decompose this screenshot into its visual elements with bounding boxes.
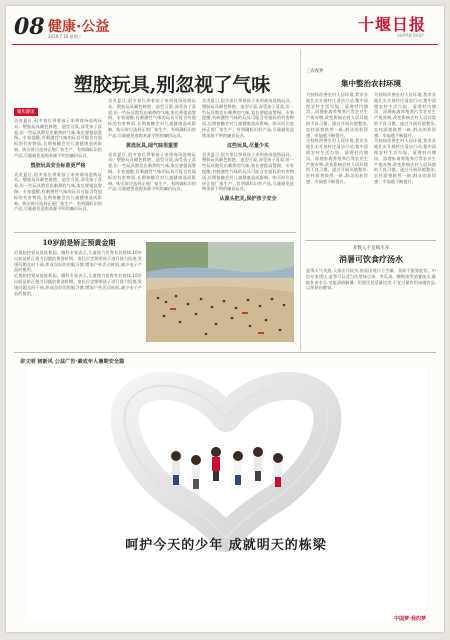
issue-meta: 2019.7.16 星期二	[48, 34, 82, 39]
right-article-1-body: 为持续改善农村人居环境,我市各地扎实开展村庄清洁行动,集中清理农村生活垃圾、清理村内塘沟、清理畜禽养殖粪污等农业生产废弃物,改变影响农村人居环境的不良习惯。通过开展环境整治,农村面貌焕然一新,群众的获得感、幸福感不断提升。	[374, 138, 436, 184]
lead-article-body: 炎炎夏日,很多家长带着孩子来到商场选购玩具。塑胶玩具颜色鲜艳、造型可爱,深受孩子喜爱,但一些玩具散发出刺鼻的气味,家长要提高警惕。专家提醒,有刺激性气味的玩具可能含有超标的有害物质,长期接触会对儿童健康造成影响。购买时应选择正规厂家生产、有明确标识的产品,尽量避免选购来源不明的廉价玩具。	[14, 118, 102, 158]
header-rule	[12, 44, 438, 45]
second-article-body-wrap	[14, 250, 142, 296]
public-service-ad	[26, 368, 426, 618]
column-divider	[300, 50, 301, 350]
beach-photo-image	[146, 242, 294, 342]
second-article-body: 近视防控要从娃娃抓起。眼科专家表示,儿童视力发育有其规律,10岁以前是矫正视力问题的黄金时期。家长应定期带孩子进行视力检查,发现问题及时干预,养成良好的用眼习惯,增加户外活动时间,减少电子产品的使用。	[14, 273, 142, 296]
hands-heart-illustration	[26, 368, 426, 618]
lead-article-subhead-2: 挑选玩具,闻气味很重要	[126, 142, 178, 149]
section-divider	[14, 232, 296, 233]
right-article-1-col-b	[374, 92, 436, 185]
ad-divider	[14, 352, 436, 353]
lead-article-tag: 聚焦健康	[14, 108, 38, 116]
lead-article-body: 炎炎夏日,很多家长带着孩子来到商场选购玩具。塑胶玩具颜色鲜艳、造型可爱,深受孩子喜爱,但一些玩具散发出刺鼻的气味,家长要提高警惕。专家提醒,有刺激性气味的玩具可能含有超标的有害物质,长期接触会对儿童健康造成影响。购买时应选择正规厂家生产、有明确标识的产品,尽量避免选购来源不明的廉价玩具。	[108, 151, 196, 192]
second-article-body: 近视防控要从娃娃抓起。眼科专家表示,儿童视力发育有其规律,10岁以前是矫正视力问题的黄金时期。家长应定期带孩子进行视力检查,发现问题及时干预,养成良好的用眼习惯,增加户外活动时间,减少电子产品的使用。	[14, 250, 142, 273]
page-header	[6, 6, 444, 46]
section-title: 健康·公益	[48, 19, 110, 35]
right-article-1-body: 为持续改善农村人居环境,我市各地扎实开展村庄清洁行动,集中清理农村生活垃圾、清理村内塘沟、清理畜禽养殖粪污等农业生产废弃物,改变影响农村人居环境的不良习惯。通过开展环境整治,农村面貌焕然一新,群众的获得感、幸福感不断提升。	[374, 92, 436, 138]
ad-title-strip: 讲文明 树新风 公益广告·素成年人暑期安全篇	[20, 359, 125, 365]
right-article-1-col-a	[306, 92, 368, 185]
masthead-subtitle: SHIYAN DAILY	[397, 33, 424, 38]
lead-article-col-2	[108, 98, 196, 192]
beach-photo	[146, 242, 294, 342]
lead-article-col-1	[14, 98, 102, 212]
right-headline-1: 集中整治农村环境	[341, 79, 401, 88]
ad-slogan: 呵护今天的少年 成就明天的栋梁	[125, 538, 327, 553]
lead-article-col-3	[202, 98, 294, 205]
right-kicker-2: 多数人不足喝水多	[352, 246, 390, 251]
right-article-2	[306, 268, 436, 291]
right-article-1-body: 为持续改善农村人居环境,我市各地扎实开展村庄清洁行动,集中清理农村生活垃圾、清理村内塘沟、清理畜禽养殖粪污等农业生产废弃物,改变影响农村人居环境的不良习惯。通过开展环境整治,农村面貌焕然一新,群众的获得感、幸福感不断提升。	[306, 92, 368, 138]
right-article-1-body: 为持续改善农村人居环境,我市各地扎实开展村庄清洁行动,集中清理农村生活垃圾、清理村内塘沟、清理畜禽养殖粪污等农业生产废弃物,改变影响农村人居环境的不良习惯。通过开展环境整治,农村面貌焕然一新,群众的获得感、幸福感不断提升。	[306, 138, 368, 184]
masthead-logo: 十堰日报	[357, 15, 426, 34]
lead-article-subhead-3: 这些玩具,尽量少买	[227, 142, 269, 149]
lead-article-title: 塑胶玩具,别忽视了气味	[73, 74, 271, 96]
right-column-tag: 三农视界	[306, 69, 324, 74]
children-figures	[171, 447, 283, 489]
right-article-2-body: 夏季天气炎热,人体出汗较多,容易出现口干舌燥、食欲不振等症状。中医专家建议,夏季可以适当饮用绿豆汤、冬瓜汤、酸梅汤等消暑汤水,既能补充水分,又能清热解暑。但要注意适量饮用,不宜过量饮用冰镇饮品,以免损伤脾胃。	[306, 268, 436, 291]
footer-mark: 中国梦·我的梦	[394, 616, 426, 622]
page-number: 08	[14, 14, 45, 40]
lead-article-subhead-1: 塑胶玩具安全标准更严格	[30, 162, 86, 169]
newspaper-page	[6, 6, 444, 632]
lead-article-body: 炎炎夏日,很多家长带着孩子来到商场选购玩具。塑胶玩具颜色鲜艳、造型可爱,深受孩子喜爱,但一些玩具散发出刺鼻的气味,家长要提高警惕。专家提醒,有刺激性气味的玩具可能含有超标的有害物质,长期接触会对儿童健康造成影响。购买时应选择正规厂家生产、有明确标识的产品,尽量避免选购来源不明的廉价玩具。	[202, 98, 294, 138]
lead-article-body: 炎炎夏日,很多家长带着孩子来到商场选购玩具。塑胶玩具颜色鲜艳、造型可爱,深受孩子喜爱,但一些玩具散发出刺鼻的气味,家长要提高警惕。专家提醒,有刺激性气味的玩具可能含有超标的有害物质,长期接触会对儿童健康造成影响。购买时应选择正规厂家生产、有明确标识的产品,尽量避免选购来源不明的廉价玩具。	[202, 151, 294, 192]
second-article-title: 10岁前是矫正预黄金期	[42, 238, 116, 247]
lead-article-body: 炎炎夏日,很多家长带着孩子来到商场选购玩具。塑胶玩具颜色鲜艳、造型可爱,深受孩子喜爱,但一些玩具散发出刺鼻的气味,家长要提高警惕。专家提醒,有刺激性气味的玩具可能含有超标的有害物质,长期接触会对儿童健康造成影响。购买时应选择正规厂家生产、有明确标识的产品,尽量避免选购来源不明的廉价玩具。	[108, 98, 196, 138]
right-headline-2: 消暑可饮食疗汤水	[339, 255, 403, 264]
lead-article-subhead-4: 从源头把关,保护孩子安全	[219, 196, 277, 203]
right-column-divider	[306, 240, 436, 241]
lead-article-body: 炎炎夏日,很多家长带着孩子来到商场选购玩具。塑胶玩具颜色鲜艳、造型可爱,深受孩子喜爱,但一些玩具散发出刺鼻的气味,家长要提高警惕。专家提醒,有刺激性气味的玩具可能含有超标的有害物质,长期接触会对儿童健康造成影响。购买时应选择正规厂家生产、有明确标识的产品,尽量避免选购来源不明的廉价玩具。	[14, 171, 102, 212]
